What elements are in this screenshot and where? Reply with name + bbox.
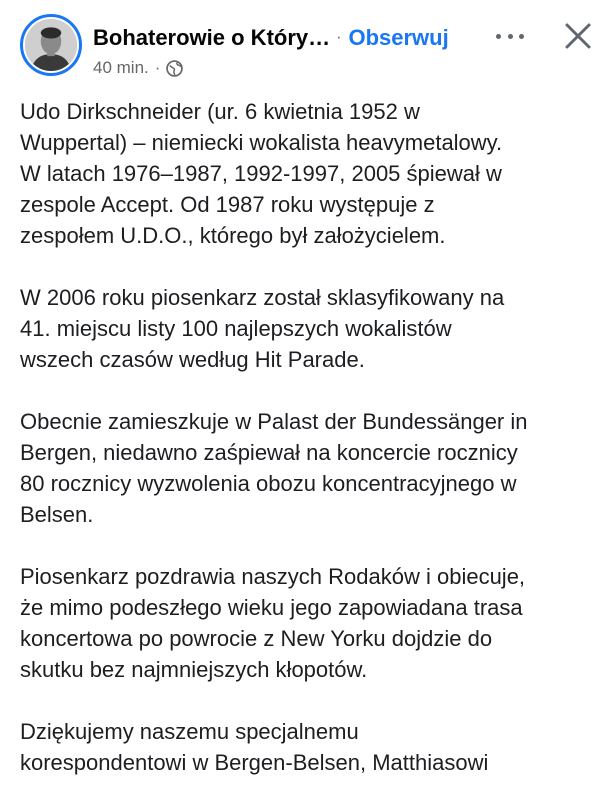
post-paragraph: Obecnie zamieszkuje w Palast der Bundessänger in Bergen, niedawno zaśpiewał na koncercie rocznicy 80 rocznicy wyzwolenia obozu koncentracyjnego w Belsen. [20, 409, 528, 527]
post-title-row [93, 25, 449, 51]
more-icon[interactable] [492, 24, 528, 48]
more-dot [508, 34, 513, 39]
close-icon[interactable] [562, 20, 594, 52]
avatar-photo [25, 19, 77, 71]
post-timestamp[interactable]: 40 min. [93, 58, 149, 77]
globe-icon [166, 60, 183, 77]
post-paragraph: Udo Dirkschneider (ur. 6 kwietnia 1952 w Wuppertal) – niemiecki wokalista heavymetalowy. W latach 1976–1987, 1992-1997, 2005 śpiewał w zespole Accept. Od 1987 roku występuje z zespołem U.D.O., którego był założycielem. [20, 99, 503, 248]
post-body [20, 96, 600, 809]
meta-separator: · [154, 58, 161, 77]
more-dot [496, 34, 501, 39]
avatar[interactable] [20, 14, 82, 76]
post-header [0, 0, 608, 92]
post-meta [93, 58, 183, 78]
avatar-portrait [25, 19, 77, 71]
title-separator: · [336, 29, 342, 46]
more-dot [519, 34, 524, 39]
page-name-link[interactable]: Bohaterowie o Który… [93, 25, 331, 50]
post-paragraph: W 2006 roku piosenkarz został sklasyfikowany na 41. miejscu listy 100 najlepszych wokalistów wszech czasów według Hit Parade. [20, 285, 505, 372]
post-paragraph: Dziękujemy naszemu specjalnemu korespondentowi w Bergen-Belsen, Matthiasowi [20, 719, 489, 775]
follow-button[interactable]: Obserwuj [348, 25, 449, 50]
post-paragraph: Piosenkarz pozdrawia naszych Rodaków i obiecuje, że mimo podeszłego wieku jego zapowiadana trasa koncertowa po powrocie z New Yorku dojdzie do skutku bez najmniejszych kłopotów. [20, 564, 526, 682]
